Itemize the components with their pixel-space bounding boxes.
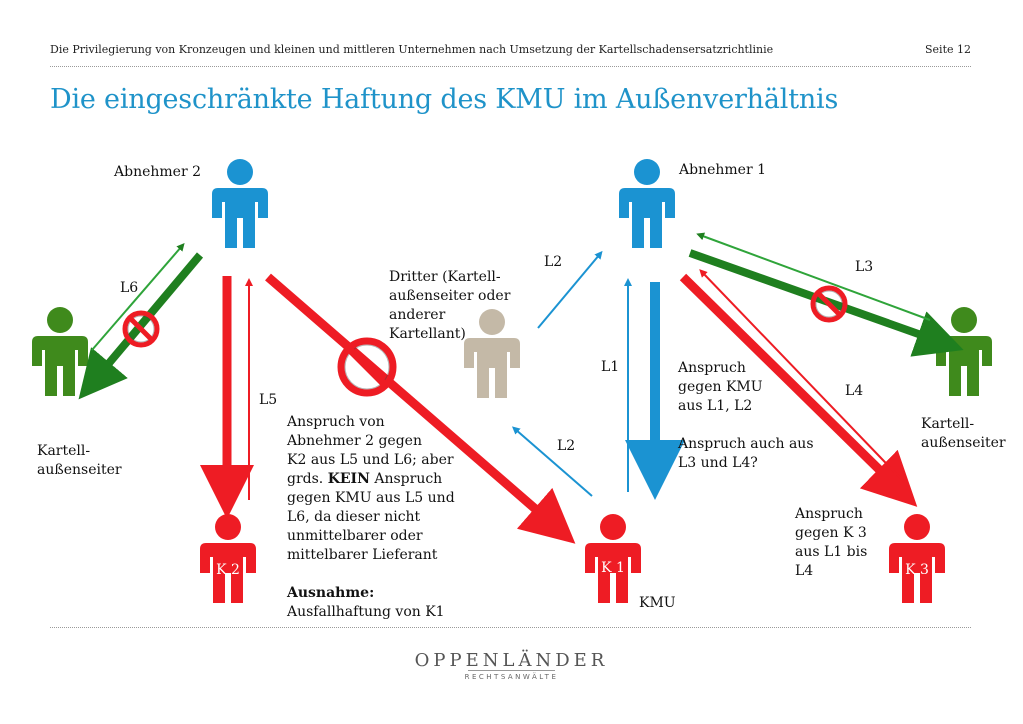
prohibition-icon-center — [341, 341, 393, 393]
note-kmu-claim: Anspruch gegen KMU aus L1, L2 Anspruch auch aus L3 und L4? — [678, 360, 814, 471]
logo-divider — [468, 670, 555, 671]
person-icon-kartell-right — [936, 307, 992, 396]
exception-title: Ausnahme: — [287, 585, 375, 601]
person-icon-kartell-left — [32, 307, 88, 396]
arrow-label-l6: L6 — [120, 280, 139, 296]
prohibition-icon-l6 — [125, 313, 157, 345]
arrow-label-l1: L1 — [601, 359, 620, 375]
person-icon-k2 — [200, 514, 256, 603]
footer-divider — [50, 627, 971, 628]
running-title: Die Privilegierung von Kronzeugen und kleinen und mittleren Unternehmen nach Umsetzung der Kartellschadensersatzrichtlinie — [50, 43, 774, 56]
arrow-label-l4: L4 — [845, 383, 864, 399]
note-k3-claim: Anspruch gegen K 3 aus L1 bis L4 — [795, 506, 868, 579]
k2-badge: K 2 — [216, 562, 240, 578]
arrow-label-l3: L3 — [855, 259, 874, 275]
label-dritter: Dritter (Kartell- außenseiter oder anderer Kartellant) — [389, 269, 511, 342]
page-number: Seite 12 — [925, 43, 971, 56]
label-kartell-right: Kartell- außenseiter — [921, 416, 1006, 451]
arrow-label-l2-bottom: L2 — [557, 438, 576, 454]
person-icon-k1 — [585, 514, 641, 603]
k3-badge: K 3 — [905, 562, 929, 578]
label-abnehmer1: Abnehmer 1 — [679, 162, 767, 178]
arrow-l2-bottom — [515, 429, 592, 496]
logo-name: OPPENLÄNDER — [414, 650, 609, 671]
person-icon-abnehmer2 — [212, 159, 268, 248]
person-icon-abnehmer1 — [619, 159, 675, 248]
label-abnehmer2: Abnehmer 2 — [114, 164, 202, 180]
note-center-claim: Anspruch von Abnehmer 2 gegen K2 aus L5 und L6; aber grds. KEIN Anspruch gegen KMU aus L5 und L6, da dieser nicht unmittelbarer oder mittelbarer Lieferant Ausnahme: Ausfallhaftung von K1 — [287, 414, 455, 620]
logo-sub: RECHTSANWÄLTE — [464, 673, 559, 681]
label-kmu: KMU — [639, 595, 676, 611]
arrow-label-l5: L5 — [259, 392, 278, 408]
page-title: Die eingeschränkte Haftung des KMU im Außenverhältnis — [50, 84, 839, 115]
arrow-label-l2-top: L2 — [544, 254, 563, 270]
exception-text: Ausfallhaftung von K1 — [287, 604, 445, 620]
label-kartell-left: Kartell- außenseiter — [37, 443, 122, 478]
k1-badge: K 1 — [601, 560, 625, 576]
person-icon-k3 — [889, 514, 945, 603]
